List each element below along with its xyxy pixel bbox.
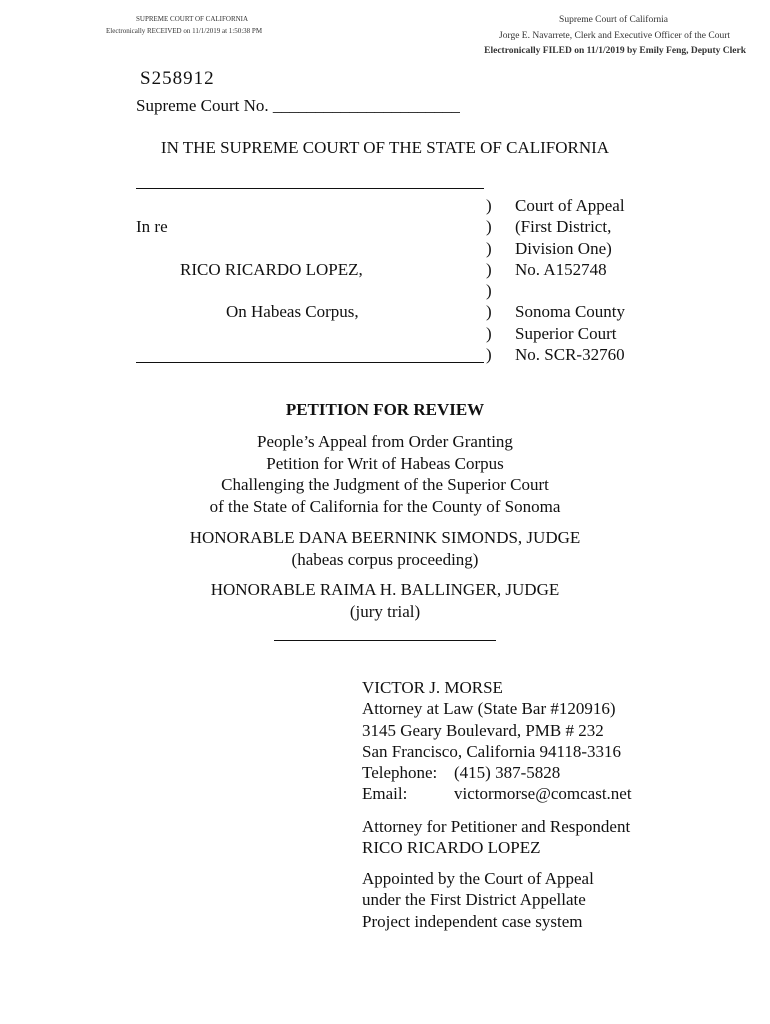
caption-paren: ): [486, 323, 492, 343]
caption-top-rule: [136, 188, 484, 189]
representation-statement: [362, 816, 630, 859]
court-info-line: [515, 280, 625, 301]
caption-paren-column: [486, 195, 492, 365]
subtitle-line: Petition for Writ of Habeas Corpus: [266, 453, 504, 473]
attorney-block: [362, 677, 632, 805]
judge-habeas: [0, 527, 770, 570]
phone-value: (415) 387-5828: [454, 763, 561, 783]
caption-paren: ): [486, 196, 492, 215]
attorney-address: 3145 Geary Boulevard, PMB # 232: [362, 720, 604, 740]
in-re-label: In re: [136, 217, 168, 236]
caption-paren: ): [486, 238, 492, 258]
caption-paren: ): [486, 345, 492, 365]
received-stamp-line: Electronically RECEIVED on 11/1/2019 at 1:50:38 PM: [106, 27, 263, 35]
supreme-court-number-line: Supreme Court No. ______________________: [136, 96, 460, 115]
filed-stamp-line: Supreme Court of California: [559, 15, 668, 25]
court-info-line: No. A152748: [515, 259, 607, 279]
judge-role: (jury trial): [349, 601, 421, 621]
received-stamp-line: SUPREME COURT OF CALIFORNIA: [136, 15, 249, 23]
representation-line: Attorney for Petitioner and Respondent: [362, 817, 631, 836]
filed-stamp: [484, 13, 746, 60]
attorney-email-row: [362, 783, 632, 804]
caption-paren: ): [486, 217, 492, 237]
caption-bottom-rule: [136, 362, 484, 363]
caption-paren: ): [486, 281, 492, 301]
judge-trial: [0, 579, 770, 622]
title-separator-rule: [274, 640, 496, 641]
petition-subtitle: [0, 431, 770, 517]
subtitle-line: Challenging the Judgment of the Superior Court: [221, 475, 549, 494]
court-info-line: Division One): [515, 238, 612, 258]
email-value: victormorse@comcast.net: [454, 784, 632, 804]
caption-paren: ): [486, 302, 492, 322]
subtitle-line: People’s Appeal from Order Granting: [257, 432, 513, 451]
court-info-line: Court of Appeal: [515, 196, 625, 215]
attorney-city: San Francisco, California 94118-3316: [362, 741, 622, 761]
habeas-label: On Habeas Corpus,: [226, 302, 359, 321]
court-name: IN THE SUPREME COURT OF THE STATE OF CALIFORNIA: [160, 138, 610, 157]
attorney-phone-row: [362, 762, 632, 783]
attorney-title: Attorney at Law (State Bar #120916): [362, 699, 616, 719]
case-number: S258912: [140, 68, 215, 89]
caption-court-info: [515, 195, 625, 365]
appointment-line: Project independent case system: [362, 911, 583, 931]
petition-title: PETITION FOR REVIEW: [285, 400, 485, 419]
judge-name: HONORABLE DANA BEERNINK SIMONDS, JUDGE: [189, 528, 581, 547]
representation-line: RICO RICARDO LOPEZ: [362, 838, 541, 858]
court-info-line: Superior Court: [515, 323, 617, 343]
attorney-name: VICTOR J. MORSE: [362, 678, 503, 697]
court-info-line: Sonoma County: [515, 302, 626, 322]
received-stamp: [106, 13, 262, 37]
caption-paren: ): [486, 259, 492, 279]
email-label: Email:: [362, 784, 408, 804]
phone-label: Telephone:: [362, 763, 438, 783]
appointment-line: under the First District Appellate: [362, 890, 586, 910]
appointment-line: Appointed by the Court of Appeal: [362, 869, 594, 888]
appointment-statement: [362, 868, 594, 932]
judge-name: HONORABLE RAIMA H. BALLINGER, JUDGE: [210, 580, 560, 599]
filed-stamp-line: Electronically FILED on 11/1/2019 by Emily Feng, Deputy Clerk: [484, 46, 746, 56]
filed-stamp-line: Jorge E. Navarrete, Clerk and Executive Officer of the Court: [499, 30, 730, 41]
subtitle-line: of the State of California for the County of Sonoma: [209, 496, 561, 516]
court-info-line: (First District,: [515, 217, 612, 237]
party-name: RICO RICARDO LOPEZ,: [180, 260, 363, 279]
judge-role: (habeas corpus proceeding): [291, 549, 479, 569]
court-info-line: No. SCR-32760: [515, 345, 625, 365]
